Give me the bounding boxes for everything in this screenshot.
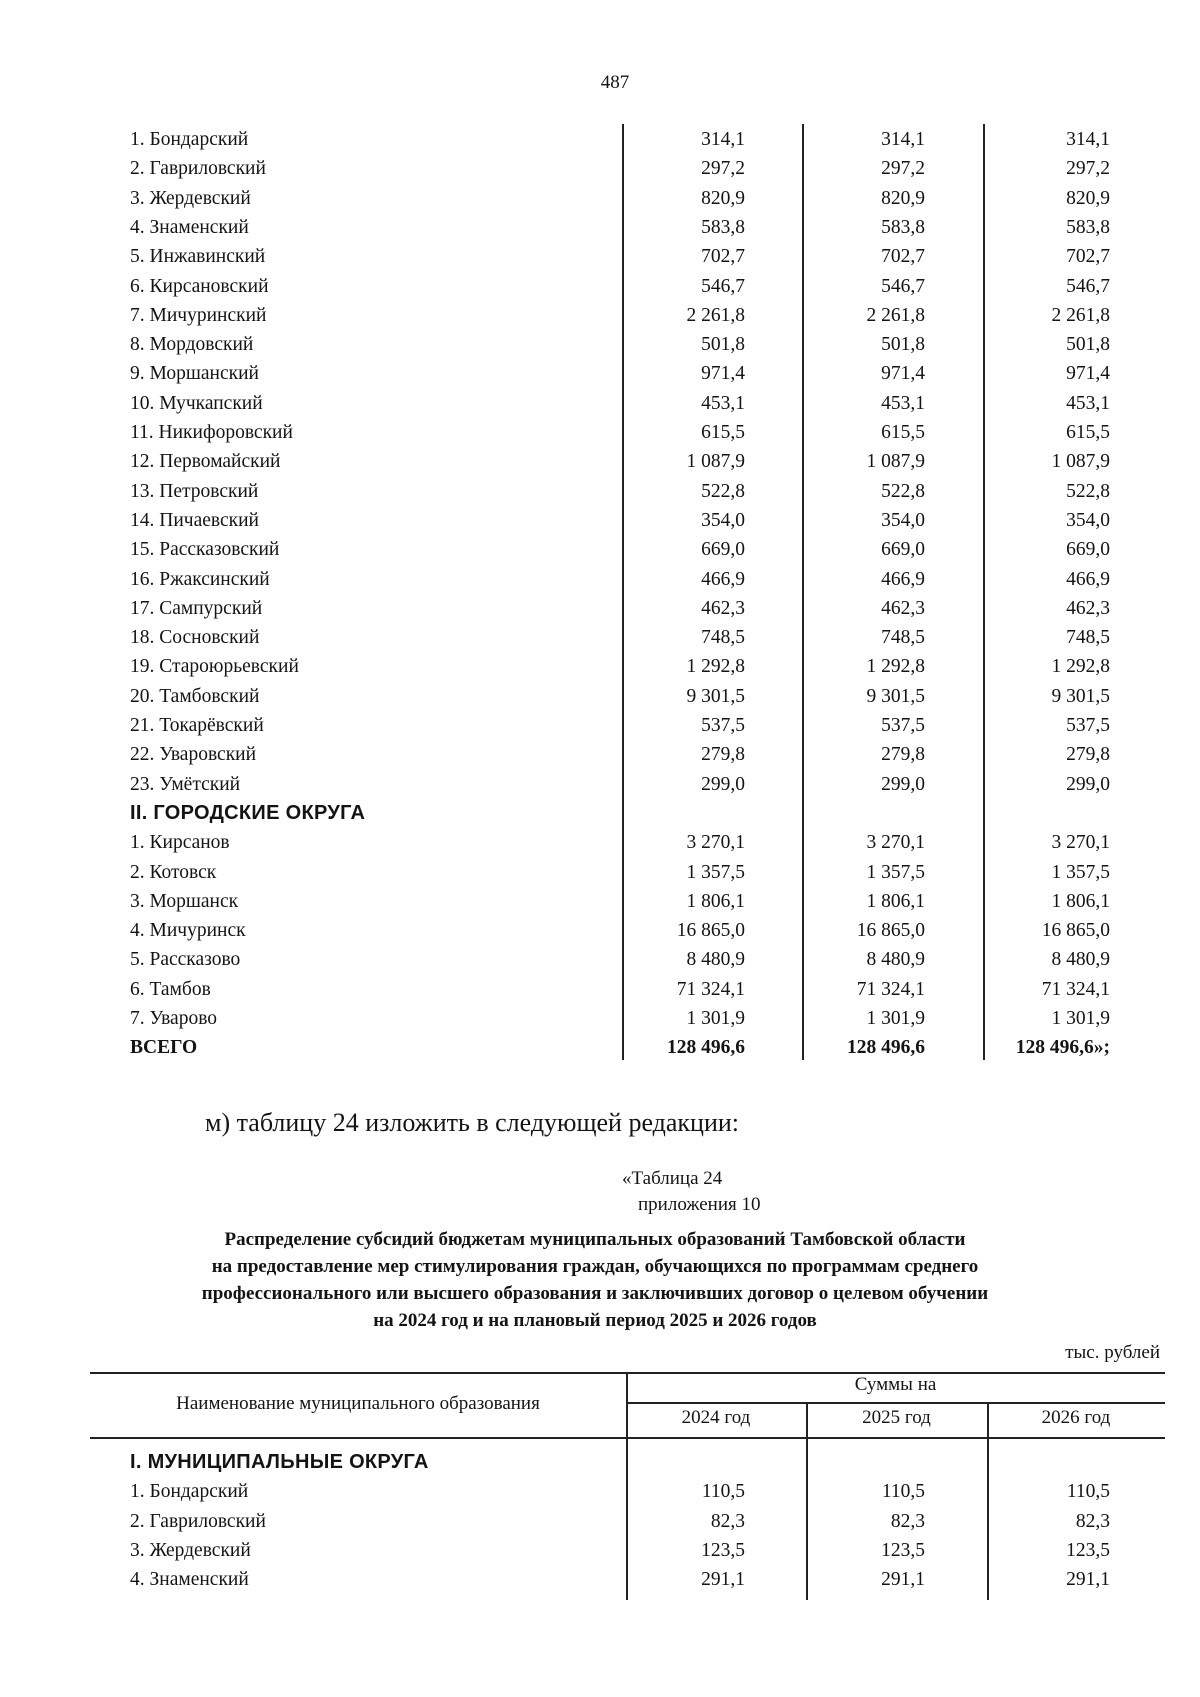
table-row [0,771,1200,798]
value-2026: 9 301,5 [1051,685,1110,707]
value-2024: 971,4 [701,363,745,385]
value-2024: 1 357,5 [686,861,745,883]
value-2025: 3 270,1 [866,832,925,854]
value-2026: 748,5 [1066,627,1110,649]
row-name: 1. Кирсанов [130,832,230,854]
value-2026: 128 496,6»; [1015,1037,1110,1059]
row-name: 3. Жердевский [130,187,251,209]
table-title-line: на 2024 год и на плановый период 2025 и 2026 годов [373,1310,817,1331]
table-row [0,917,1200,944]
value-2026: 466,9 [1066,568,1110,590]
value-2024: 123,5 [701,1539,745,1561]
value-2025: 462,3 [881,597,925,619]
value-2025: 128 496,6 [847,1037,925,1059]
value-2026: 299,0 [1066,773,1110,795]
value-2025: 71 324,1 [856,978,925,1000]
row-name: 8. Мордовский [130,334,254,356]
table-row [0,712,1200,739]
row-name: 18. Сосновский [130,627,260,649]
table-row [0,859,1200,886]
row-name: 21. Токарёвский [130,715,264,736]
value-2024: 297,2 [701,158,745,180]
value-2026: 1 301,9 [1051,1008,1110,1029]
row-name: 20. Тамбовский [130,685,260,707]
value-2024: 820,9 [701,187,745,209]
value-2026: 583,8 [1066,216,1110,238]
value-2025: 1 301,9 [866,1008,925,1029]
value-2024: 453,1 [701,392,745,414]
row-name: 15. Рассказовский [130,539,280,561]
value-2026: 546,7 [1066,275,1110,297]
row-name: 2. Котовск [130,861,217,883]
value-2024: 9 301,5 [686,685,745,707]
row-name: 4. Мичуринск [130,920,246,942]
value-2024: 1 087,9 [686,451,745,473]
table-row [0,126,1200,153]
row-name: 2. Гавриловский [130,158,266,180]
value-2025: 291,1 [881,1569,925,1591]
table-row [0,624,1200,651]
value-2026: 522,8 [1066,480,1110,502]
value-2025: 82,3 [890,1510,925,1532]
table-row [0,829,1200,856]
value-2024: 71 324,1 [676,978,745,1000]
value-2024: 522,8 [701,480,745,502]
row-name: 16. Ржаксинский [130,568,270,590]
value-2026: 537,5 [1066,715,1110,736]
value-2025: 110,5 [881,1481,925,1503]
table-title-line: профессионального или высшего образования и заключивших договор о целевом обучении [201,1283,989,1304]
row-name: 14. Пичаевский [130,509,259,531]
value-2024: 748,5 [701,627,745,649]
value-2026: 453,1 [1066,392,1110,414]
value-2025: 8 480,9 [866,949,925,971]
table-row [0,976,1200,1003]
value-2025: 1 806,1 [866,890,925,912]
value-2025: 299,0 [881,773,925,795]
row-name: ВСЕГО [130,1037,198,1059]
value-2025: 1 087,9 [866,451,925,473]
row-name: 6. Кирсановский [130,275,269,297]
value-2025: 971,4 [881,363,925,385]
value-2025: 522,8 [881,480,925,502]
value-2026: 615,5 [1066,422,1110,443]
value-2024: 16 865,0 [676,920,745,942]
value-2024: 546,7 [701,275,745,297]
value-2025: 546,7 [881,275,925,297]
value-2025: 453,1 [881,392,925,414]
table-row [0,888,1200,915]
value-2026: 1 357,5 [1051,861,1110,883]
value-2024: 299,0 [701,773,745,795]
table-row [0,653,1200,680]
table-title-line: на предоставление мер стимулирования граждан, обучающихся по программам среднего [211,1256,979,1277]
row-name: 5. Рассказово [130,949,241,971]
value-2024: 354,0 [701,509,745,531]
value-2026: 2 261,8 [1051,304,1110,326]
table-row [0,419,1200,446]
value-2026: 971,4 [1066,363,1110,385]
value-2026: 1 087,9 [1051,451,1110,473]
table-row [0,214,1200,241]
table-row [0,390,1200,417]
table-row [0,1478,1200,1505]
table-row [0,536,1200,563]
table-row [0,1005,1200,1032]
value-2026: 1 292,8 [1051,656,1110,678]
table-row [0,273,1200,300]
value-2025: 702,7 [881,246,925,268]
row-name: 5. Инжавинский [130,246,266,268]
value-2025: 9 301,5 [866,685,925,707]
value-2025: 748,5 [881,627,925,649]
table-row [0,478,1200,505]
value-2025: 1 292,8 [866,656,925,678]
value-2024: 110,5 [701,1481,745,1503]
value-2025: 466,9 [881,568,925,590]
value-2024: 702,7 [701,246,745,268]
value-2024: 537,5 [701,715,745,736]
value-2024: 2 261,8 [686,304,745,326]
value-2024: 128 496,6 [667,1037,745,1059]
value-2026: 16 865,0 [1041,920,1110,942]
row-name: 1. Бондарский [130,129,249,150]
value-2026: 3 270,1 [1051,832,1110,854]
table-title [90,1226,1100,1334]
header-year-2024: 2024 год [681,1407,751,1428]
row-name: 3. Жердевский [130,1539,251,1561]
value-2025: 354,0 [881,509,925,531]
value-2024: 1 301,9 [686,1008,745,1029]
value-2024: 291,1 [701,1569,745,1591]
header-sums-group: Суммы на [854,1374,937,1395]
total-row [0,1034,1200,1061]
table-row [0,566,1200,593]
row-name: 7. Уварово [130,1008,218,1029]
value-2025: 2 261,8 [866,304,925,326]
table-row [0,946,1200,973]
row-name: 12. Первомайский [130,451,281,473]
value-2025: 297,2 [881,158,925,180]
table-row [0,360,1200,387]
table-row [0,185,1200,212]
table-row [0,155,1200,182]
table-row [0,683,1200,710]
value-2025: 820,9 [881,187,925,209]
row-name: 17. Сампурский [130,597,263,619]
table-row [0,302,1200,329]
value-2024: 1 292,8 [686,656,745,678]
value-2026: 71 324,1 [1041,978,1110,1000]
value-2024: 1 806,1 [686,890,745,912]
header-bottom-border [90,1437,1165,1439]
value-2025: 583,8 [881,216,925,238]
row-name: 23. Умётский [130,773,241,795]
value-2026: 8 480,9 [1051,949,1110,971]
value-2024: 8 480,9 [686,949,745,971]
value-2026: 462,3 [1066,597,1110,619]
value-2026: 314,1 [1066,129,1110,150]
value-2026: 279,8 [1066,744,1110,766]
row-name: I. МУНИЦИПАЛЬНЫЕ ОКРУГА [130,1451,429,1473]
table-row [0,507,1200,534]
value-2025: 123,5 [881,1539,925,1561]
row-name: 11. Никифоровский [130,422,293,443]
value-2024: 583,8 [701,216,745,238]
page-number: 487 [600,72,630,93]
table-row [0,741,1200,768]
value-2026: 291,1 [1066,1569,1110,1591]
instruction-text: м) таблицу 24 изложить в следующей редакции: [205,1108,740,1137]
row-name: 4. Знаменский [130,216,249,238]
table-row [0,448,1200,475]
unit-label: тыс. рублей [1065,1342,1160,1363]
value-2026: 1 806,1 [1051,890,1110,912]
value-2024: 82,3 [710,1510,745,1532]
row-name: 6. Тамбов [130,978,211,1000]
row-name: 2. Гавриловский [130,1510,266,1532]
value-2026: 297,2 [1066,158,1110,180]
header-group-divider [626,1402,1165,1404]
value-2024: 3 270,1 [686,832,745,854]
table-label [622,1166,760,1218]
value-2024: 462,3 [701,597,745,619]
value-2026: 820,9 [1066,187,1110,209]
value-2026: 110,5 [1066,1481,1110,1503]
table-row [0,331,1200,358]
value-2024: 615,5 [701,422,745,443]
section-row [0,800,1200,827]
value-2024: 466,9 [701,568,745,590]
value-2026: 123,5 [1066,1539,1110,1561]
row-name: II. ГОРОДСКИЕ ОКРУГА [130,801,366,824]
row-name: 10. Мучкапский [130,392,263,414]
row-name: 1. Бондарский [130,1481,249,1503]
row-name: 7. Мичуринский [130,304,267,326]
value-2025: 1 357,5 [866,861,925,883]
value-2024: 501,8 [701,334,745,356]
row-name: 3. Моршанск [130,890,239,912]
header-year-2026: 2026 год [1041,1407,1111,1428]
value-2025: 16 865,0 [856,920,925,942]
row-name: 9. Моршанский [130,363,259,385]
value-2026: 354,0 [1066,509,1110,531]
value-2026: 501,8 [1066,334,1110,356]
value-2026: 702,7 [1066,246,1110,268]
row-name: 13. Петровский [130,480,259,502]
value-2025: 279,8 [881,744,925,766]
row-name: 4. Знаменский [130,1569,249,1591]
table-row [0,243,1200,270]
header-name-column: Наименование муниципального образования [176,1393,540,1414]
table-label-line1: «Таблица 24 [622,1168,723,1189]
value-2025: 501,8 [881,334,925,356]
row-name: 22. Уваровский [130,744,257,766]
value-2025: 537,5 [881,715,925,736]
value-2026: 82,3 [1075,1510,1110,1532]
value-2024: 279,8 [701,744,745,766]
table-title-line: Распределение субсидий бюджетам муниципальных образований Тамбовской области [224,1229,966,1250]
value-2025: 615,5 [881,422,925,443]
value-2026: 669,0 [1066,539,1110,561]
table-row [0,1508,1200,1535]
row-name: 19. Староюрьевский [130,656,299,678]
table-label-line2: приложения 10 [638,1194,761,1215]
table-row [0,1566,1200,1593]
value-2024: 669,0 [701,539,745,561]
section-row [0,1449,1200,1476]
value-2024: 314,1 [701,129,745,150]
value-2025: 669,0 [881,539,925,561]
value-2025: 314,1 [881,129,925,150]
header-year-2025: 2025 год [862,1407,931,1428]
table-row [0,1537,1200,1564]
table-row [0,595,1200,622]
